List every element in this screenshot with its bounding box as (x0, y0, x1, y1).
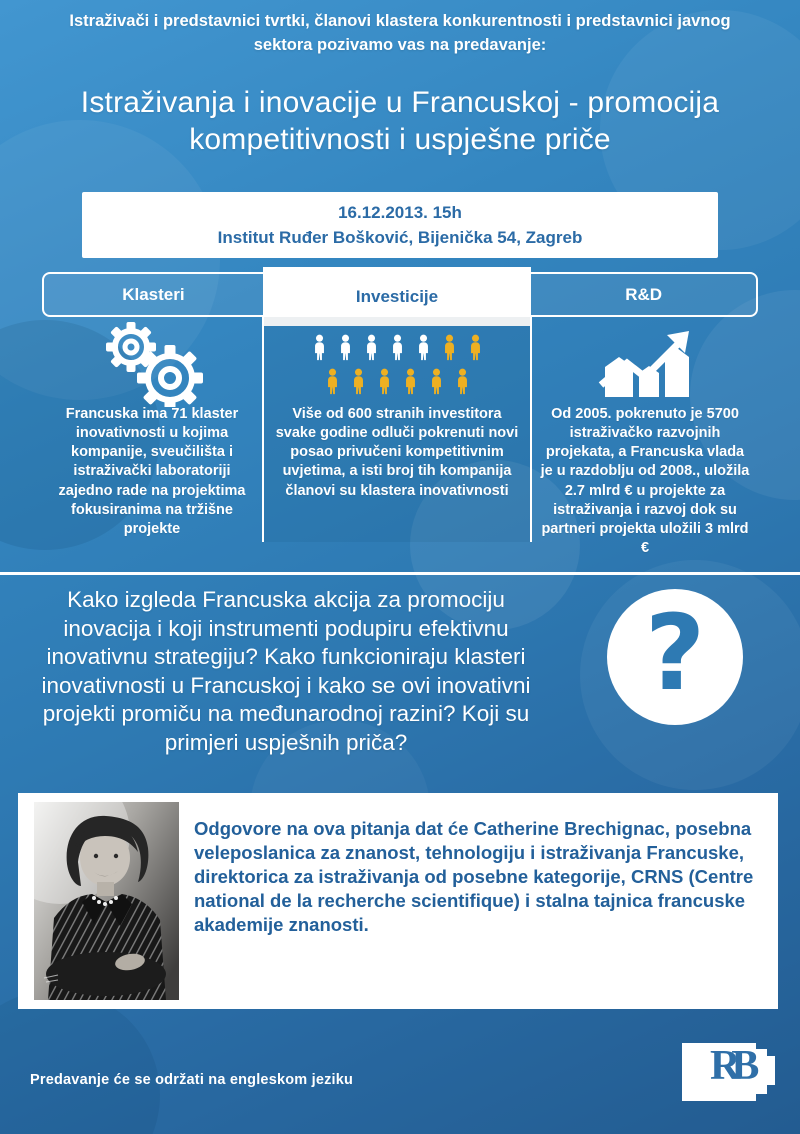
person-icon (443, 334, 456, 361)
person-icon (469, 334, 482, 361)
question-mark-icon (607, 589, 743, 725)
person-icon (339, 334, 352, 361)
person-icon (365, 334, 378, 361)
investicije-text: Više od 600 stranih investitora svake godine odluči pokrenuti novi posao privučeni kompetitivnim uvjetima, a isti broj tih kompanija članovi su klastera inovativnosti (275, 406, 519, 499)
question-mark-glyph: ? (644, 592, 706, 714)
event-info-box (82, 192, 718, 258)
logo-monogram: RB (710, 1043, 751, 1089)
bokeh-circle (0, 990, 160, 1134)
gears-icon (42, 317, 262, 405)
person-icon (352, 368, 365, 395)
column-investicije (262, 317, 532, 542)
tab-bar (42, 272, 758, 317)
speaker-panel (18, 793, 778, 1009)
person-icon (417, 334, 430, 361)
event-location: Institut Ruđer Bošković, Bijenička 54, Zagreb (217, 228, 583, 247)
growth-chart-icon (532, 317, 758, 405)
column-klasteri (42, 317, 262, 542)
tab-investicije[interactable]: Investicije (263, 267, 531, 326)
footer-note: Predavanje će se održati na engleskom jeziku (30, 1072, 354, 1088)
stats-columns (42, 317, 758, 556)
investors-pictogram-row (313, 334, 482, 361)
section-divider (0, 572, 800, 575)
person-icon (313, 334, 326, 361)
intro-text: Istraživači i predstavnici tvrtki, članovi klastera konkurentnosti i predstavnici javnog sektora pozivamo vas na predavanje: (69, 12, 731, 54)
logo-sheet (765, 1056, 775, 1085)
person-icon (430, 368, 443, 395)
tab-klasteri[interactable]: Klasteri (44, 274, 263, 315)
speaker-description: Odgovore na ova pitanja dat će Catherine Brechignac, posebna veleposlanica za znanost, tehnologiju i istraživanja Francuske, direktorica za istraživanja od posebne kategorije, CRNS (Centre national de la recherche scientifique) i stalna tajnica francuske akademije znanosti. (194, 818, 754, 936)
question-text: Kako izgleda Francuska akcija za promociju inovacija i koji instrumenti podupiru efektivnu inovativnu strategiju? Kako funkcioniraju klasteri inovativnosti u Francuskoj i kako se ovi inovativni projekti promiču na međunarodnoj razini? Koji su primjeri uspješnih priča? (41, 587, 531, 755)
klasteri-text: Francuska ima 71 klaster inovativnosti u kojima kompanije, sveučilišta i istraživački laboratoriji zajedno rade na projektima fokusiranima na tržišne projekte (58, 406, 246, 537)
rd-text: Od 2005. pokrenuto je 5700 istraživačko razvojnih projekata, a Francuska vlada je u razdoblju od 2008., uložila 2.7 mlrd € u projekte za istraživanja i razvoj dok su partneri projekta uložili 3 mlrd € (540, 406, 750, 556)
person-icon (456, 368, 469, 395)
column-rd (532, 317, 758, 556)
speaker-photo (34, 802, 179, 1000)
person-icon (391, 334, 404, 361)
person-icon (326, 368, 339, 395)
irb-logo (682, 1043, 778, 1105)
person-icon (378, 368, 391, 395)
person-icon (404, 368, 417, 395)
investors-pictogram (313, 334, 482, 395)
investors-pictogram-row (313, 368, 482, 395)
tab-rd[interactable]: R&D (531, 274, 756, 315)
page-title: Istraživanja i inovacije u Francuskoj - promocija kompetitivnosti i uspješne priče (80, 86, 720, 157)
event-datetime: 16.12.2013. 15h (338, 202, 462, 222)
